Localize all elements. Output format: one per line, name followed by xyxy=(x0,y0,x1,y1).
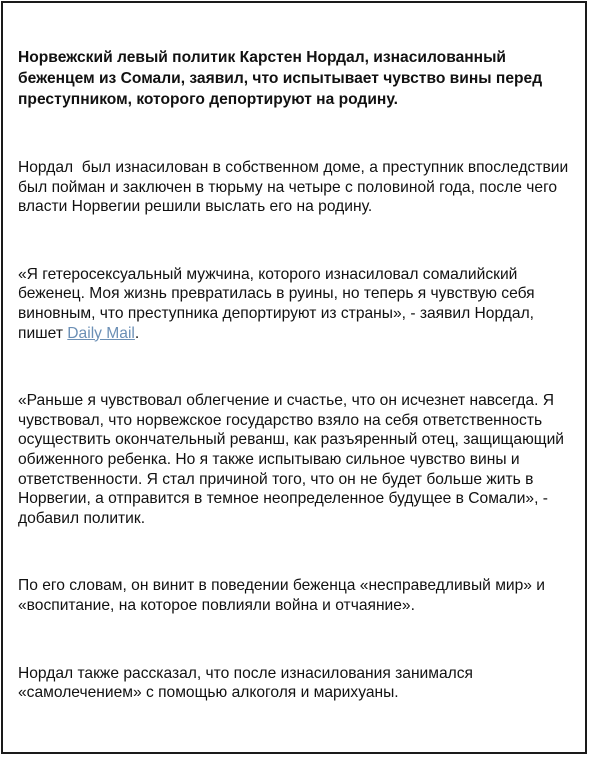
article-body xyxy=(18,47,574,703)
paragraph-2-end: . xyxy=(134,324,140,342)
paragraph-2-text: «Я гетеросексуальный мужчина, которого изнасиловал сомалийский беженец. Моя жизнь превратилась в руины, но теперь я чувствую себя виновным, что преступника депортируют из страны», - заявил Нордал, пишет xyxy=(18,265,539,342)
paragraph-4: По его словам, он винит в поведении беженца «несправедливый мир» и «воспитание, на которое повлияли война и отчаяние». xyxy=(18,577,550,614)
daily-mail-link[interactable]: Daily Mail xyxy=(67,324,135,342)
article-headline: Норвежский левый политик Карстен Нордал, изнасилованный беженцем из Сомали, заявил, что испытывает чувство вины перед преступником, которого депортируют на родину. xyxy=(18,49,543,108)
paragraph-1: Нордал был изнасилован в собственном доме, а преступник впоследствии был пойман и заключен в тюрьму на четыре с половиной года, после чего власти Норвегии решили выслать его на родину. xyxy=(18,159,573,216)
paragraph-3: «Раньше я чувствовал облегчение и счастье, что он исчезнет навсегда. Я чувствовал, что норвежское государство взяло на себя ответственность осуществить окончательный реванш, как разъяренный отец, защищающий обиженного ребенка. Но я также испытываю сильное чувство вины и ответственности. Я стал причиной того, что он не будет больше жить в Норвегии, а отправится в темное неопределенное будущее в Сомали», - добавил политик. xyxy=(18,392,569,527)
paragraph-5: Нордал также рассказал, что после изнасилования занимался «самолечением» с помощью алкоголя и марихуаны. xyxy=(18,664,478,702)
paragraph-2 xyxy=(18,265,574,343)
